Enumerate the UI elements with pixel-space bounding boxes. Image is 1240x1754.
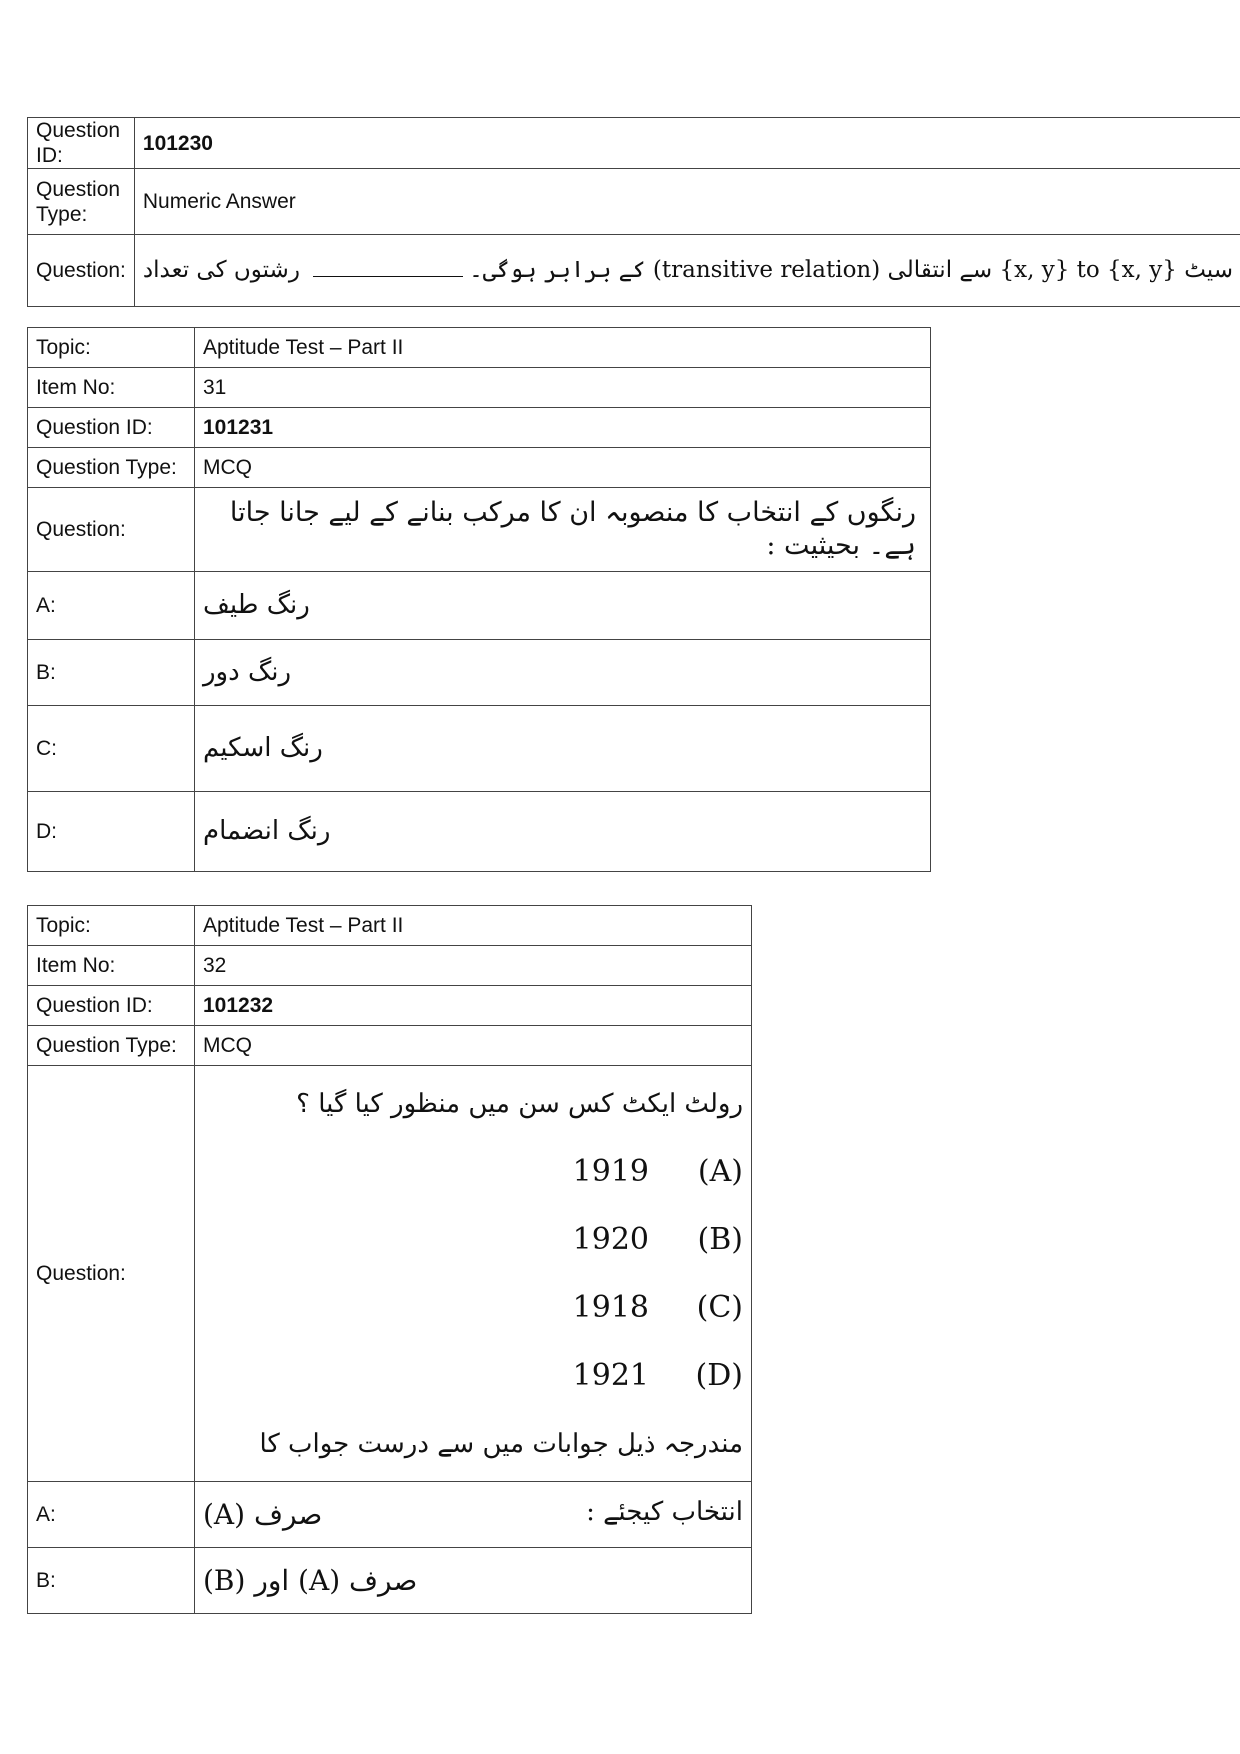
question-type-value: MCQ — [195, 448, 931, 488]
topic-label: Topic: — [28, 906, 195, 946]
answer-blank — [313, 276, 463, 277]
choice-letter: (B) — [697, 1221, 743, 1257]
item-no-value: 32 — [195, 946, 752, 986]
option-d-text: رنگ انضمام — [195, 792, 931, 872]
option-d-label: D: — [28, 792, 195, 872]
option-a-label: A: — [28, 1482, 195, 1548]
question-id-label: Question ID: — [28, 118, 135, 169]
choice-row — [203, 1138, 743, 1206]
question-label: Question: — [28, 488, 195, 572]
question-type-value: MCQ — [195, 1026, 752, 1066]
question-urdu-end-2: کے برابر ہوگی۔ — [469, 257, 646, 284]
choice-row — [203, 1274, 743, 1342]
choice-row — [203, 1206, 743, 1274]
question-text: رنگوں کے انتخاب کا منصوبہ ان کا مرکب بنانے کے لیے جانا جاتا ہے۔ بحیثیت : — [195, 488, 931, 572]
question-table-101230 — [27, 117, 1240, 307]
option-b-text — [195, 1548, 752, 1614]
question-id-label: Question ID: — [28, 408, 195, 448]
choice-letter: (C) — [696, 1289, 743, 1325]
question-table-101231 — [27, 327, 931, 872]
item-no-label: Item No: — [28, 946, 195, 986]
choice-year: 1920 — [572, 1221, 649, 1257]
topic-value: Aptitude Test – Part II — [195, 906, 752, 946]
question-text — [134, 235, 1240, 307]
question-id-value: 101232 — [195, 986, 752, 1026]
question-type-value: Numeric Answer — [134, 169, 1240, 235]
question-math: {x, y} to {x, y} — [999, 257, 1177, 284]
item-no-value: 31 — [195, 368, 931, 408]
question-outro: مندرجہ ذیل جوابات میں سے درست جواب کا انتخاب کیجئے : — [259, 1428, 743, 1527]
choice-year: 1918 — [572, 1289, 649, 1325]
option-b-label: B: — [28, 1548, 195, 1614]
choice-row — [203, 1342, 743, 1410]
option-b-answer: (B) اور (A) صرف — [203, 1563, 418, 1597]
question-id-label: Question ID: — [28, 986, 195, 1026]
choice-letter: (D) — [695, 1357, 743, 1393]
question-urdu-start: سیٹ — [1184, 257, 1234, 284]
option-a-answer: (A) صرف — [203, 1497, 323, 1531]
option-b-label: B: — [28, 640, 195, 706]
question-id-value: 101231 — [195, 408, 931, 448]
topic-label: Topic: — [28, 328, 195, 368]
question-label: Question: — [28, 1066, 195, 1482]
choice-letter: (A) — [697, 1153, 743, 1189]
item-no-label: Item No: — [28, 368, 195, 408]
option-a-text: رنگ طیف — [195, 572, 931, 640]
topic-value: Aptitude Test – Part II — [195, 328, 931, 368]
question-type-label: Question Type: — [28, 169, 135, 235]
question-label: Question: — [28, 235, 135, 307]
option-b-text: رنگ دور — [195, 640, 931, 706]
question-intro: رولٹ ایکٹ کس سن میں منظور کیا گیا ؟ — [296, 1088, 743, 1119]
option-a-label: A: — [28, 572, 195, 640]
question-urdu-end-1: رشتوں کی تعداد — [142, 257, 300, 284]
question-type-label: Question Type: — [28, 1026, 195, 1066]
question-type-label: Question Type: — [28, 448, 195, 488]
question-term: (transitive relation) — [652, 257, 881, 284]
question-id-value: 101230 — [134, 118, 1240, 169]
choice-year: 1921 — [572, 1357, 649, 1393]
choice-year: 1919 — [572, 1153, 649, 1189]
question-urdu-mid: سے انتقالی — [887, 257, 993, 284]
question-table-101232 — [27, 905, 752, 1614]
option-c-label: C: — [28, 706, 195, 792]
option-c-text: رنگ اسکیم — [195, 706, 931, 792]
